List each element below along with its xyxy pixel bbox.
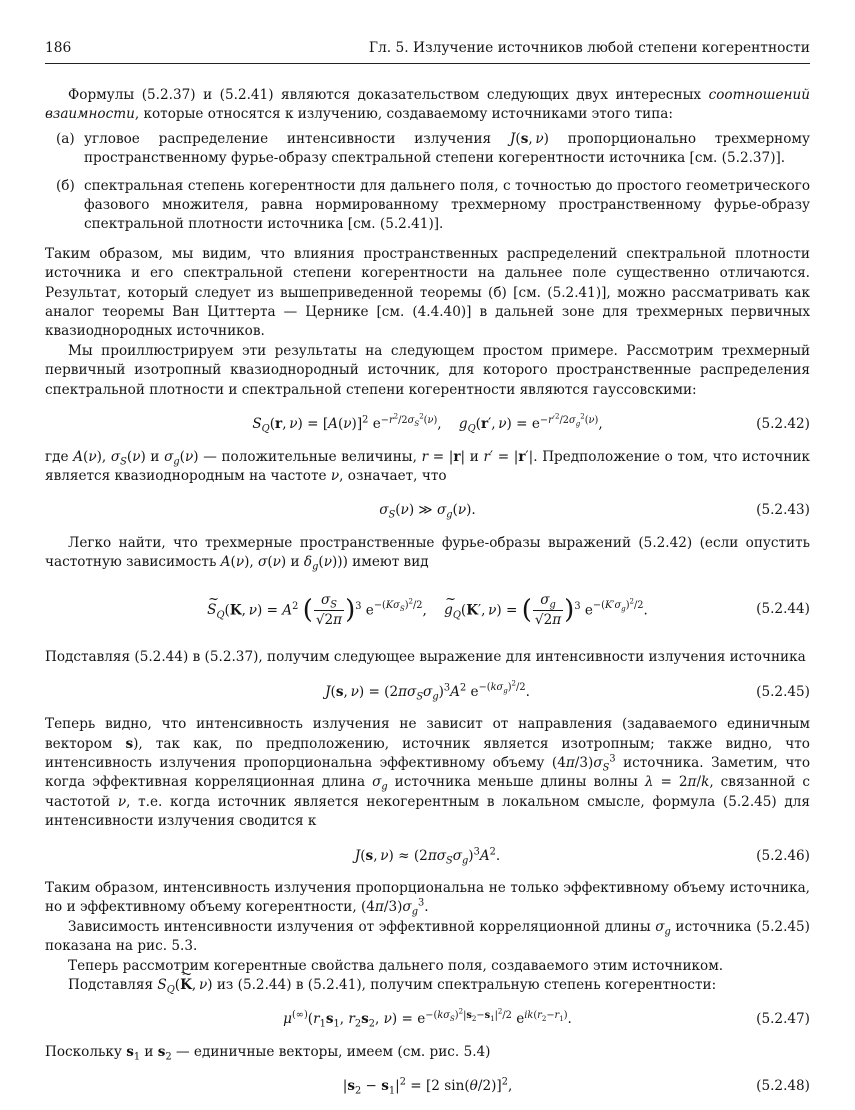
paragraph-substitution: Подставляя (5.2.44) в (5.2.37), получим следующее выражение для интенсивности излучения источника (45, 649, 806, 666)
paragraph-coherent-properties: Теперь рассмотрим когерентные свойства дальнего поля, создаваемого этим источником. (68, 957, 724, 974)
equation-number: (5.2.47) (756, 1011, 810, 1028)
equation-number: (5.2.42) (756, 416, 810, 433)
equation-number: (5.2.46) (756, 847, 810, 864)
equation-5-2-45: J(s, $\nu) = (2\pi\sigma_S\sigma_g)^3A^2$ $e^{-(k\sigma_g)^2/2}$. (5.2.45) (325, 678, 810, 703)
paragraph-substituting-s: Подставляя ~ $S_Q(K$, ν) из (5.2.44) в (5.2.41), получим спектральную степень когерентности: (45, 976, 810, 995)
header-rule (45, 63, 810, 64)
list-item-a: (а) угловое распределение интенсивности излучения J(s, ν) пропорционально трехмерному пространственному фурье-образу спектральной степени когерентности источника [см. (5.2.37)]. (56, 130, 810, 167)
equation-5-2-43: $\sigma_S(\nu)$ ≫ $\sigma_g(\nu)$. (5.2.43) (379, 502, 810, 522)
equation-number: (5.2.45) (756, 683, 810, 700)
equation-5-2-44: ~ $S_Q(K$, $\nu) = A^2$ ( $\frac{\sigma_S}{√2\pi}$ )$^3$ $e^{-(K\sigma_S)^2/2}$, ~ $g_Q(K'$, ν) = ( $\frac{\sigma_g}{√2\pi}$ )$^3$ $e^{-(K'\sigma_g)^2/2}$. (5.2.44) (45, 591, 810, 631)
book-page (45, 40, 811, 1097)
equation-5-2-42: $S_Q(r$, $\nu) = [A(\nu)]^2$ $e^{-r^2/2\sigma_S^2(\nu)}$, $g_Q(r'$, $\nu) = e^{-r'^2/2\sigma_g^2(\nu)}$, (5.2.42) (252, 411, 810, 435)
page-number: 186 (45, 40, 72, 56)
equation-5-2-46: J(s, $\nu) \approx (2\pi\sigma_S\sigma_g)^3A^2$. (5.2.46) (354, 846, 810, 867)
equation-5-2-48: $|s_2 - s_1|^2 = [2$ sin(θ/2)]$^2$, (5.2.48) (342, 1076, 810, 1097)
equation-number: (5.2.44) (756, 600, 810, 617)
paragraph-intro: Формулы (5.2.37) и (5.2.41) являются доказательством следующих двух интересных соотношений взаимности, которые относятся к излучению, создаваемому источниками этого типа: (45, 87, 810, 123)
running-title: Гл. 5. Излучение источников любой степени когерентности (368, 40, 810, 56)
paragraph-definitions: где A(ν), $\sigma_S(\nu)$ и $\sigma_g(\nu)$ — положительные величины, r = |r| и r′ = |r′|. Предположение о том, что источник является квазиоднородным на частоте ν, означает, что (45, 448, 811, 484)
equation-number: (5.2.43) (756, 502, 810, 519)
paragraph-conclusion: Таким образом, мы видим, что влияния пространственных распределений спектральной плотности источника и его спектральной степени когерентности на дальнее поле существенно отличаются. Результат, который следует из вышеприведенной теоремы (б) [см. (5.2.41)], можно рассматривать как аналог теоремы Ван Циттерта — Цернике [см. (4.4.40)] в дальней зоне для трехмерных первичных квазиоднородных источников. (45, 245, 810, 340)
list-label-a: (а) (56, 130, 75, 147)
paragraph-example: Мы проиллюстрируем эти результаты на следующем простом примере. Рассмотрим трехмерный первичный изотропный квазиоднородный источник, для которого пространственные распределения спектральной плотности и спектральной степени когерентности являются гауссовскими: (45, 342, 810, 398)
equation-number: (5.2.48) (756, 1078, 810, 1095)
paragraph-unit-vectors: Поскольку $s_1$ и $s_2$ — единичные векторы, имеем (см. рис. 5.4) (45, 1043, 491, 1063)
page-body (45, 86, 810, 1110)
paragraph-dependence: Зависимость интенсивности излучения от эффективной корреляционной длины $\sigma_g$ источника (5.2.45) показана на рис. 5.3. (45, 918, 810, 955)
paragraph-fourier: Легко найти, что трехмерные пространственные фурье-образы выражений (5.2.42) (если опустить частотную зависимость A(ν), σ(ν) и $\delta_g(\nu)$)) имеют вид (45, 534, 810, 573)
paragraph-isotropy: Теперь видно, что интенсивность излучения не зависит от направления (задаваемого единичным вектором s), так как, по предположению, источник является изотропным; также видно, что интенсивность излучения пропорциональна эффективному объему $(4\pi/3)\sigma_S^3$ источника. Заметим, что когда эффективная корреляционная длина $\sigma_g$ источника меньше длины волны λ = 2π/k, связанной с частотой ν, т.е. когда источник является некогерентным в локальном смысле, формула (5.2.45) для интенсивности излучения сводится к (45, 716, 811, 830)
running-header (45, 40, 810, 62)
emphasis-reciprocity: соотношений взаимности (45, 87, 810, 123)
list-item-b: (б) спектральная степень когерентности для дальнего поля, с точностью до простого геометрического фазового множителя, равна нормированному трехмерному пространственному фурье-образу спектральной плотности источника [см. (5.2.41)]. (56, 177, 810, 233)
paragraph-coherence-volume: Таким образом, интенсивность излучения пропорциональна не только эффективному объему источника, но и эффективному объему когерентности, $(4\pi/3)\sigma_g^3$. (45, 880, 810, 919)
equation-5-2-47: $\mu^{(\infty)}(r_1s_1$, $r_2s_2$, $\nu) = e^{-(k\sigma_S)^2|s_2-s_1|^2/2}$ $e^{ik(r_2-r_1)}$. (5.2.47) (283, 1006, 810, 1031)
list-label-b: (б) (56, 177, 75, 194)
